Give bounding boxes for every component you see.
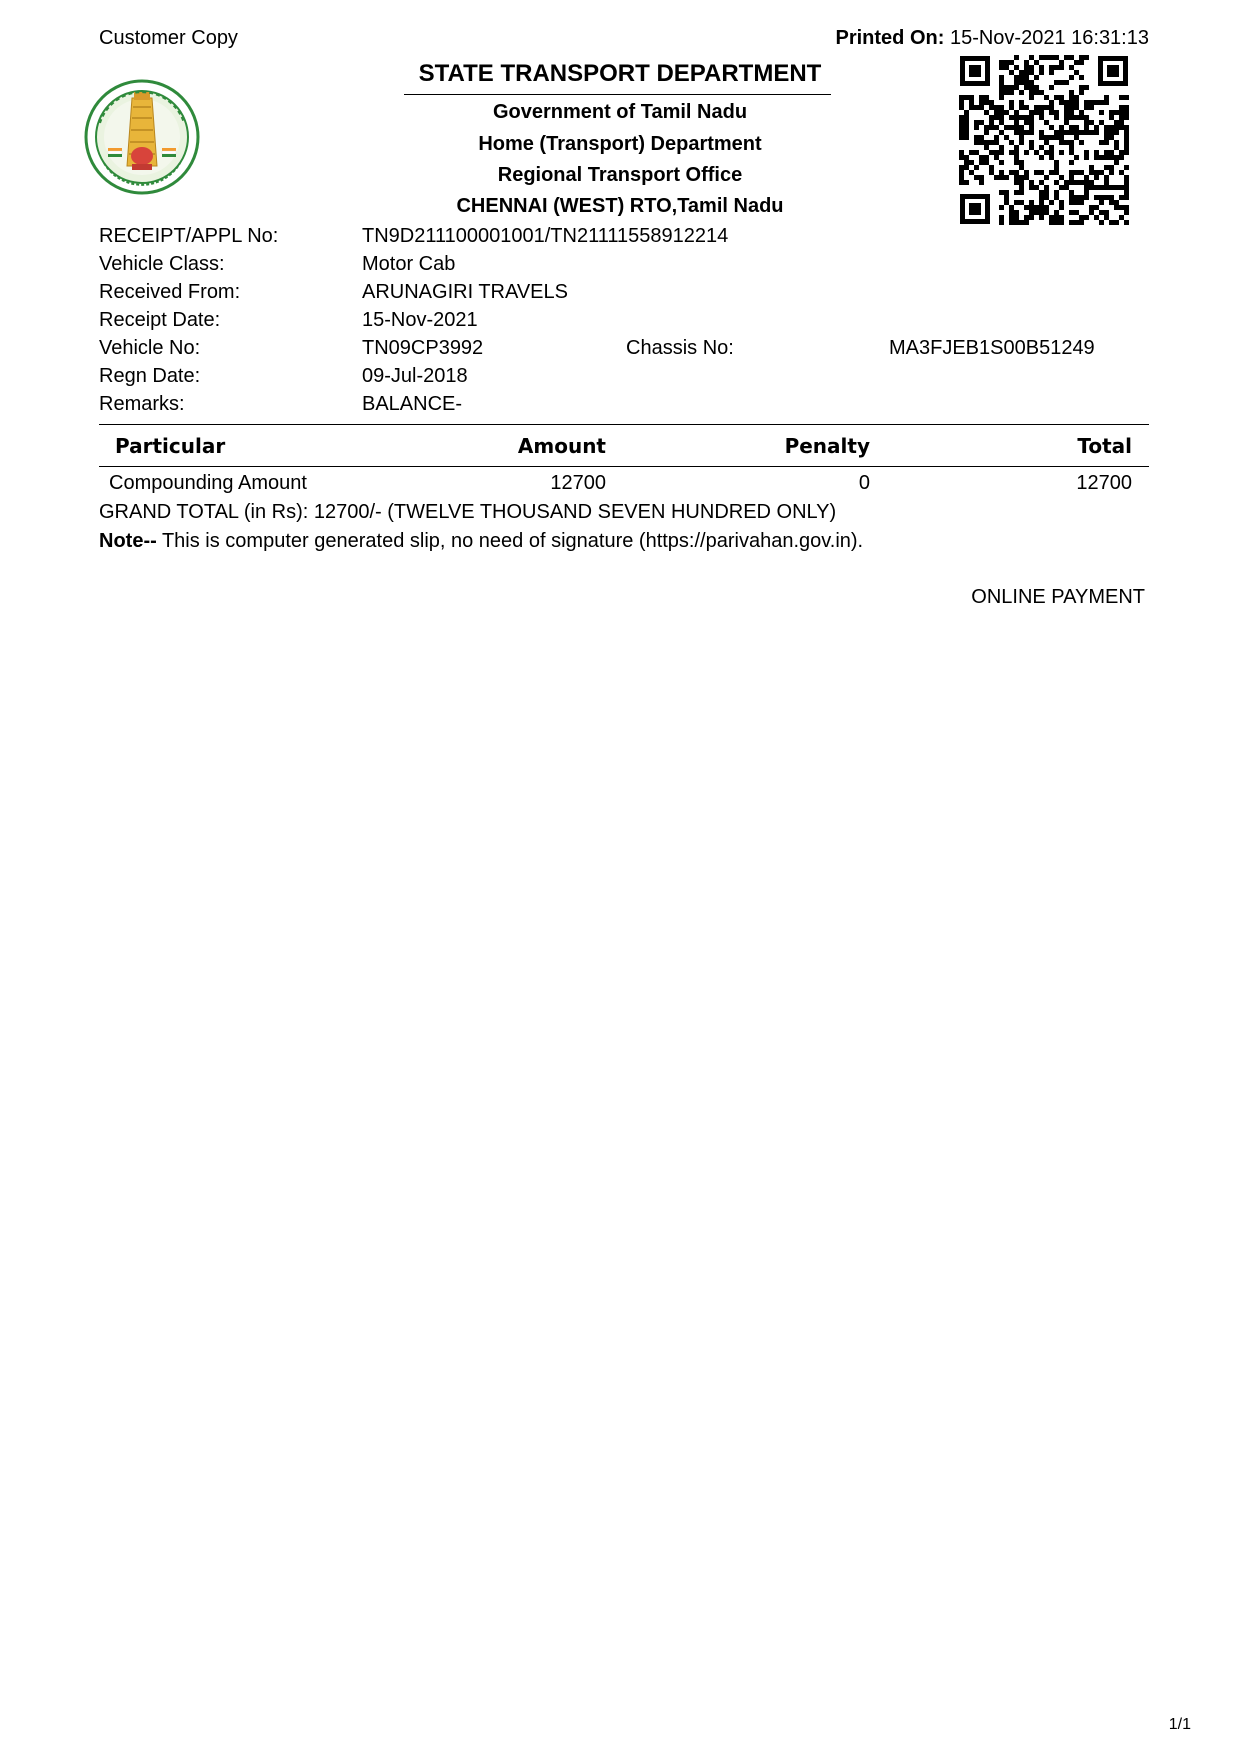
vehicle-class-value: Motor Cab [362,253,456,275]
tamil-nadu-emblem-icon [82,78,202,196]
receipt-value: TN9D211100001001/TN21111558912214 [362,225,729,247]
cell-particular: Compounding Amount [109,472,307,494]
col-header-amount: Amount [517,434,606,458]
note [99,530,863,553]
col-header-penalty: Penalty [784,434,870,458]
remarks-label: Remarks: [99,393,185,415]
qr-code-icon [958,54,1130,226]
table-header-rule [99,466,1149,467]
receipt-date-label: Receipt Date: [99,309,221,331]
receipt-label: RECEIPT/APPL No: [99,225,279,247]
header-line-2: Home (Transport) Department [478,133,762,155]
title-underline [404,94,831,95]
regn-date-value: 09-Jul-2018 [362,365,468,387]
cell-total: 12700 [1076,472,1132,494]
printed-on-label: Printed On: [835,27,945,49]
printed-on [836,27,1150,50]
vehicle-no-value: TN09CP3992 [362,337,484,359]
note-text: This is computer generated slip, no need of signature (https://parivahan.gov.in). [161,530,864,552]
col-header-total: Total [1077,434,1132,458]
received-from-value: ARUNAGIRI TRAVELS [362,281,568,303]
receipt-date-value: 15-Nov-2021 [362,309,478,331]
remarks-value: BALANCE- [362,393,463,415]
chassis-label: Chassis No: [626,337,734,359]
header-line-1: Government of Tamil Nadu [492,101,748,123]
note-label: Note-- [99,530,157,552]
printed-on-value: 15-Nov-2021 16:31:13 [949,27,1149,49]
regn-date-label: Regn Date: [99,365,201,387]
copy-label: Customer Copy [99,27,238,49]
vehicle-class-label: Vehicle Class: [99,253,225,275]
cell-amount: 12700 [550,472,606,494]
table-top-rule [99,424,1149,425]
chassis-value: MA3FJEB1S00B51249 [889,337,1095,359]
payment-mode: ONLINE PAYMENT [971,586,1145,608]
cell-penalty: 0 [858,472,870,494]
page-number: 1/1 [1168,1716,1191,1733]
received-from-label: Received From: [99,281,241,303]
grand-total: GRAND TOTAL (in Rs): 12700/- (TWELVE THOUSAND SEVEN HUNDRED ONLY) [99,501,837,523]
page-title: STATE TRANSPORT DEPARTMENT [418,60,822,87]
header-line-3: Regional Transport Office [497,164,743,186]
vehicle-no-label: Vehicle No: [99,337,201,359]
header-line-4: CHENNAI (WEST) RTO,Tamil Nadu [456,195,784,217]
col-header-particular: Particular [115,434,226,458]
